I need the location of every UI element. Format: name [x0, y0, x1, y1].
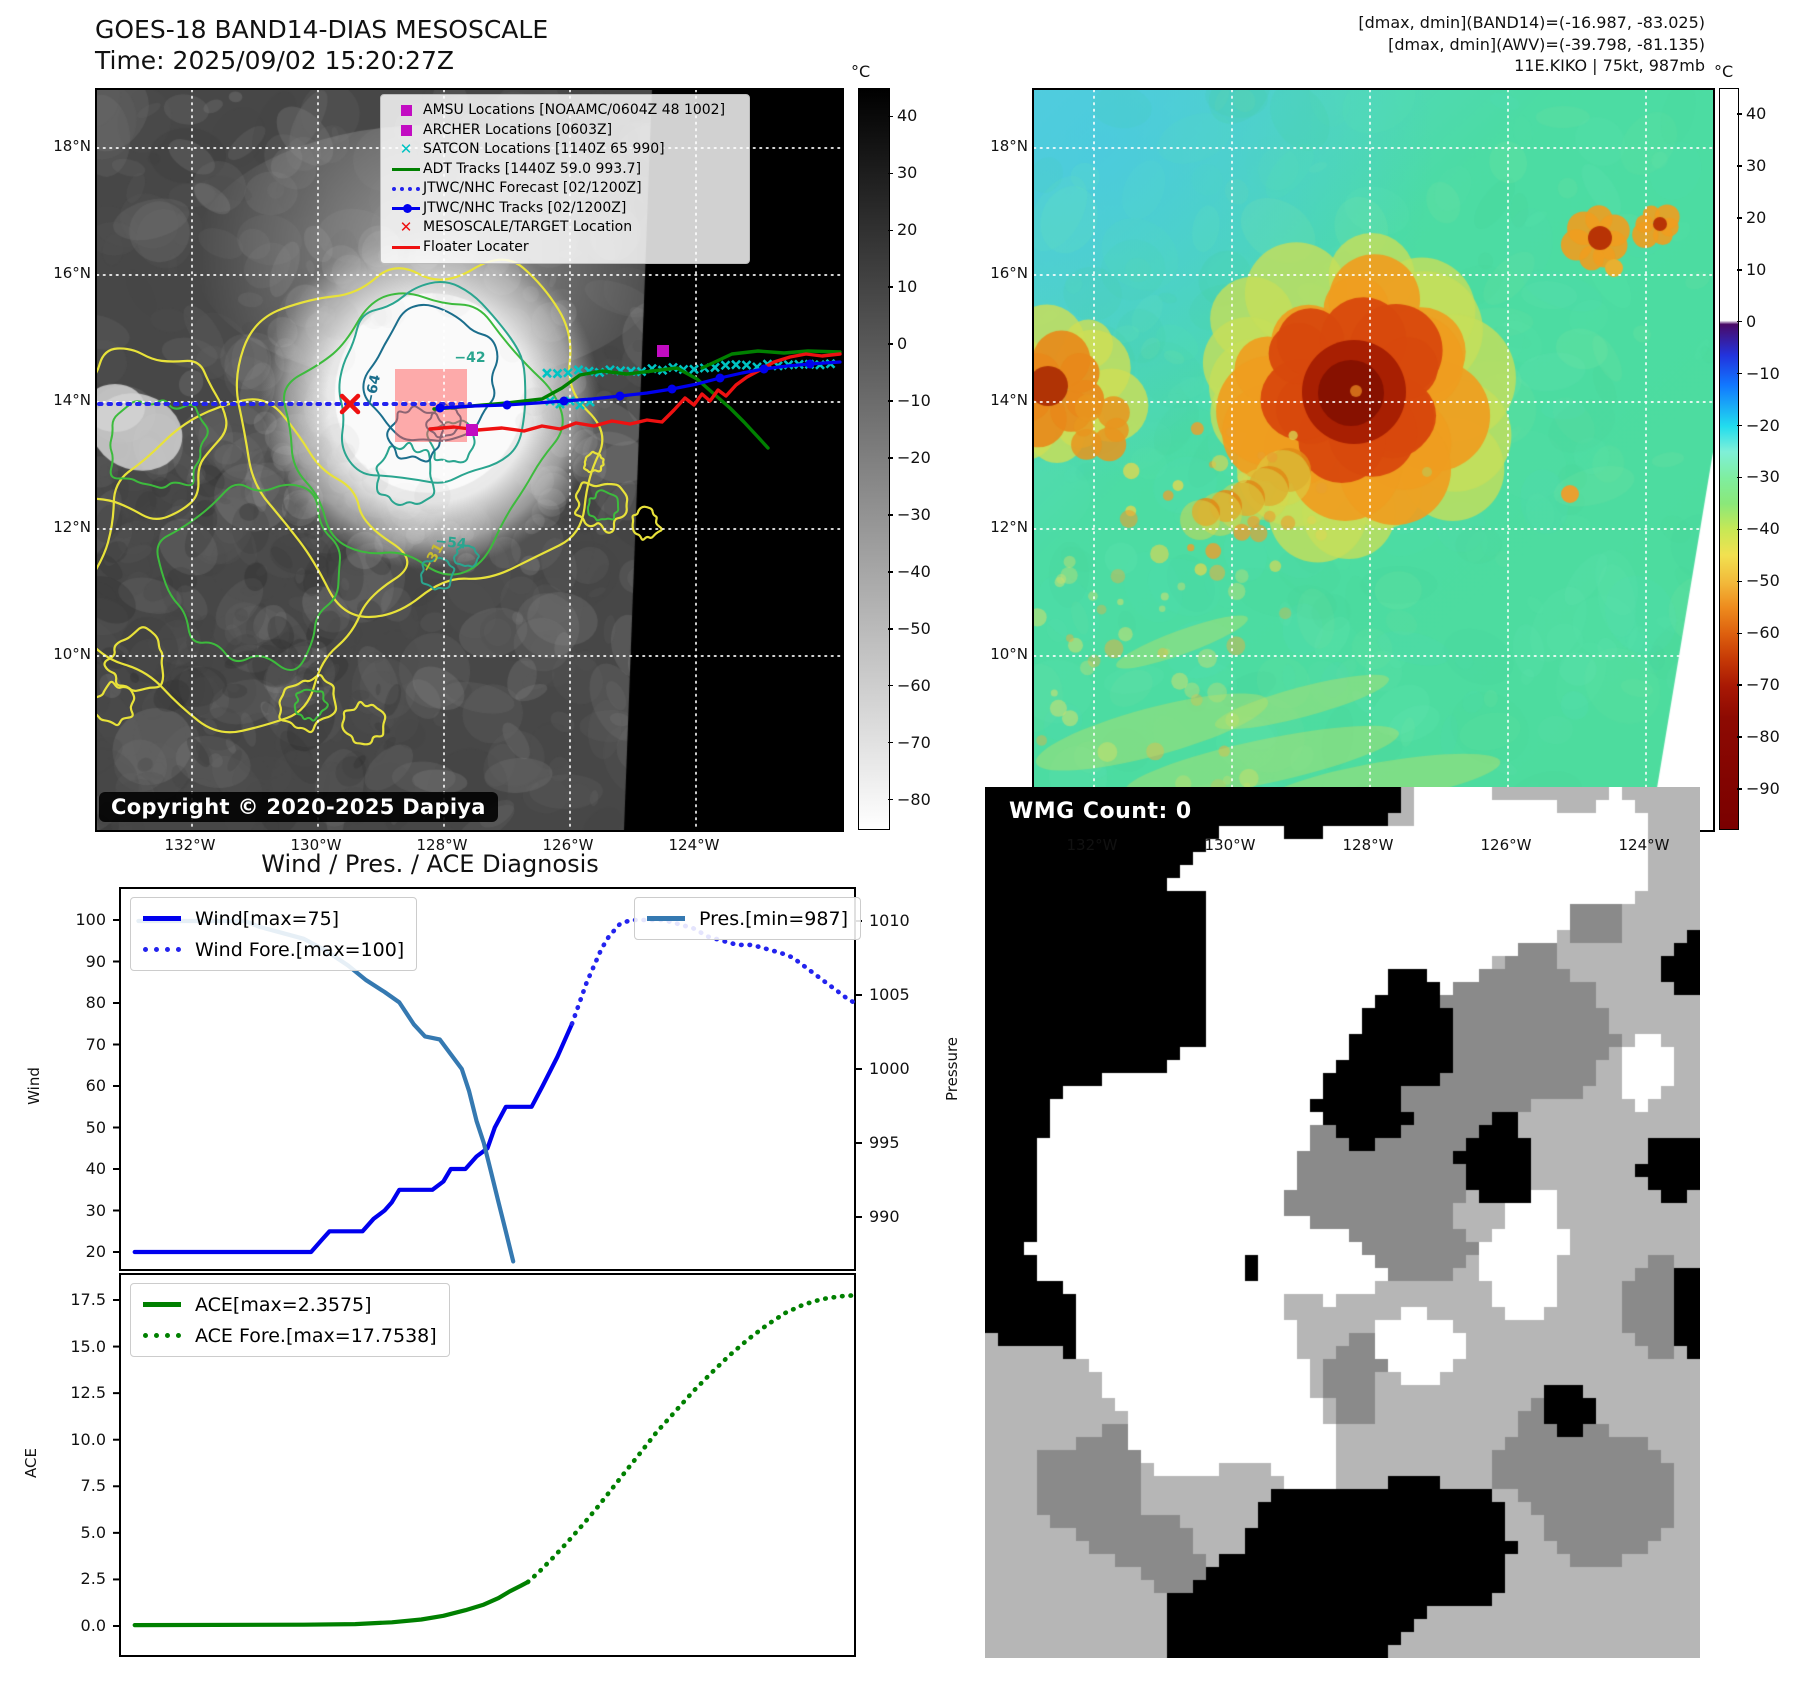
- dmax-dmin-awv: [dmax, dmin](AWV)=(-39.798, -81.135): [1388, 34, 1705, 54]
- legend-item-label: SATCON Locations [1140Z 65 990]: [423, 141, 665, 157]
- colorbar-tick-mark: [888, 799, 893, 801]
- ace-tick-label: 12.5: [70, 1383, 106, 1403]
- colorbar-tick-mark: [1737, 373, 1742, 375]
- colorbar-tick-mark: [1737, 788, 1742, 790]
- solid-line-legend-marker: [647, 916, 699, 921]
- dmax-dmin-band14: [dmax, dmin](BAND14)=(-16.987, -83.025): [1358, 13, 1705, 32]
- lon-tick-label: 130°W: [290, 836, 342, 854]
- band14-satellite-map: [95, 88, 844, 832]
- storm-info-block: [1358, 12, 1705, 77]
- awv-satellite-map: [1032, 88, 1715, 832]
- colorbar-tick-label: −80: [1746, 727, 1780, 747]
- lon-tick-label: 128°W: [416, 836, 468, 854]
- ace-tick-label: 2.5: [80, 1569, 106, 1589]
- contour-label: −42: [454, 350, 486, 366]
- copyright-watermark: Copyright © 2020-2025 Dapiya: [99, 792, 498, 822]
- chart-section-title: Wind / Pres. / ACE Diagnosis: [261, 850, 599, 878]
- page-subtitle-time: Time: 2025/09/02 15:20:27Z: [95, 46, 454, 76]
- colorbar-tick-label: −30: [1746, 467, 1780, 487]
- colorbar-tick-label: −20: [1746, 415, 1780, 435]
- line-dot-legend-marker: [389, 207, 423, 210]
- colorbar-tick-label: 30: [1746, 155, 1767, 175]
- awv-imagery-canvas: [1034, 90, 1713, 830]
- lat-tick-label: 18°N: [990, 137, 1028, 155]
- pressure-tick-label: 990: [869, 1207, 900, 1226]
- lat-tick-label: 16°N: [990, 264, 1028, 282]
- legend-item-label: JTWC/NHC Forecast [02/1200Z]: [423, 180, 642, 196]
- chart-legend-item-label: Wind[max=75]: [195, 907, 340, 930]
- colorbar-tick-mark: [888, 457, 893, 459]
- dotted-line-legend-marker: [143, 947, 195, 952]
- colorbar-tick-mark: [888, 286, 893, 288]
- wind-tick-label: 60: [85, 1076, 106, 1095]
- colorbar-tick-mark: [1737, 736, 1742, 738]
- colorbar-tick-label: −40: [897, 561, 931, 581]
- lon-tick-label: 124°W: [668, 836, 720, 854]
- colorbar-tick-label: −30: [897, 504, 931, 524]
- lon-tick-label: 132°W: [164, 836, 216, 854]
- colorbar-tick-mark: [888, 742, 893, 744]
- colorbar-tick-mark: [1737, 633, 1742, 635]
- colorbar-tick-label: 40: [897, 106, 918, 126]
- wind-tick-label: 30: [85, 1200, 106, 1220]
- chart-legend-item: [143, 1320, 437, 1351]
- wind-tick-label: 80: [85, 993, 106, 1012]
- wmg-count-label: WMG Count: 0: [1009, 799, 1192, 824]
- dotted-line-legend-marker: [143, 1333, 195, 1338]
- colorbar-tick-mark: [1737, 684, 1742, 686]
- contour-label: −64: [361, 373, 385, 407]
- colorbar-tick-mark: [888, 628, 893, 630]
- page-title: GOES-18 BAND14-DIAS MESOSCALE: [95, 15, 549, 44]
- x-legend-marker: ✕: [399, 140, 413, 158]
- colorbar-tick-mark: [1737, 165, 1742, 167]
- band14-colorbar-unit: °C: [851, 62, 871, 81]
- legend-item: [389, 199, 741, 219]
- colorbar-tick-label: −70: [1746, 675, 1780, 695]
- chart-legend-item-label: Wind Fore.[max=100]: [195, 938, 405, 961]
- legend-item-label: Floater Locater: [423, 238, 529, 255]
- chart-legend-item: [647, 903, 848, 934]
- wmg-classification-panel: [985, 787, 1700, 1658]
- square-legend-marker: [389, 125, 423, 136]
- legend-item: [389, 140, 741, 160]
- pressure-tick-label: 1000: [869, 1059, 910, 1078]
- ace-tick-label: 0.0: [80, 1616, 106, 1635]
- lat-tick-label: 18°N: [53, 137, 91, 155]
- legend-item-label: AMSU Locations [NOAAMC/0604Z 48 1002]: [423, 102, 726, 118]
- ace-axis-label: ACE: [22, 1448, 40, 1478]
- colorbar-tick-mark: [888, 400, 893, 402]
- wind-chart-legend: [130, 897, 417, 971]
- colorbar-tick-label: 10: [1746, 259, 1767, 279]
- wind-tick-label: 100: [75, 910, 106, 929]
- chart-legend-item-label: ACE[max=2.3575]: [195, 1293, 372, 1316]
- lat-tick-label: 16°N: [53, 264, 91, 282]
- wind-tick-label: 20: [85, 1242, 106, 1261]
- colorbar-tick-mark: [1737, 477, 1742, 479]
- colorbar-tick-label: −70: [897, 732, 931, 752]
- wind-tick-label: 40: [85, 1159, 106, 1178]
- chart-legend-item-label: Pres.[min=987]: [699, 907, 848, 930]
- pressure-axis-label: Pressure: [943, 1036, 961, 1102]
- awv-colorbar-unit: °C: [1714, 62, 1734, 81]
- colorbar-tick-mark: [888, 343, 893, 345]
- colorbar-tick-mark: [1737, 581, 1742, 583]
- colorbar-tick-label: −50: [1746, 571, 1780, 591]
- colorbar-tick-mark: [888, 685, 893, 687]
- colorbar-tick-mark: [888, 514, 893, 516]
- legend-item: [389, 238, 741, 258]
- legend-item-label: MESOSCALE/TARGET Location: [423, 219, 633, 235]
- colorbar-tick-label: −60: [1746, 623, 1780, 643]
- colorbar-tick-mark: [1737, 269, 1742, 271]
- map-legend: [380, 94, 750, 264]
- figure-title-block: [95, 14, 548, 77]
- colorbar-tick-mark: [1737, 425, 1742, 427]
- colorbar-tick-label: −80: [897, 789, 931, 809]
- pressure-tick-label: 1010: [869, 911, 910, 930]
- colorbar-tick-label: −40: [1746, 519, 1780, 539]
- colorbar-tick-mark: [1737, 113, 1742, 115]
- colorbar-tick-mark: [1737, 217, 1742, 219]
- storm-id-intensity: 11E.KIKO | 75kt, 987mb: [1514, 56, 1705, 76]
- lat-tick-label: 10°N: [990, 645, 1028, 663]
- colorbar-tick-label: 30: [897, 163, 918, 183]
- legend-item-label: ADT Tracks [1440Z 59.0 993.7]: [423, 160, 642, 177]
- lon-tick-label: 130°W: [1204, 836, 1256, 854]
- lon-tick-label: 132°W: [1066, 836, 1118, 854]
- colorbar-tick-mark: [1737, 529, 1742, 531]
- lat-tick-label: 14°N: [990, 391, 1028, 409]
- colorbar-tick-label: 10: [897, 277, 918, 297]
- lon-tick-label: 128°W: [1342, 836, 1394, 854]
- pressure-tick-label: 995: [869, 1133, 900, 1152]
- lat-tick-label: 14°N: [53, 391, 91, 409]
- wind-tick-label: 90: [85, 951, 106, 971]
- colorbar-tick-label: 20: [897, 220, 918, 240]
- lon-tick-label: 126°W: [1480, 836, 1532, 854]
- ace-chart-legend: [130, 1283, 450, 1357]
- ace-tick-label: 7.5: [80, 1476, 106, 1496]
- legend-item: [389, 101, 741, 121]
- colorbar-tick-label: −90: [1746, 779, 1780, 799]
- line-legend-marker: [389, 246, 423, 250]
- pressure-chart-legend: [634, 897, 861, 940]
- chart-legend-item: [143, 1289, 437, 1320]
- wind-tick-label: 70: [85, 1034, 106, 1054]
- contour-label: −54: [434, 533, 468, 553]
- lon-tick-label: 124°W: [1618, 836, 1670, 854]
- colorbar-tick-mark: [888, 230, 893, 232]
- ace-tick-label: 15.0: [70, 1336, 106, 1356]
- ace-tick-label: 5.0: [80, 1522, 106, 1542]
- dotted-legend-marker: [389, 187, 423, 191]
- ace-tick-label: 17.5: [70, 1289, 106, 1309]
- chart-legend-item-label: ACE Fore.[max=17.7538]: [195, 1324, 437, 1347]
- colorbar-tick-mark: [888, 173, 893, 175]
- lat-tick-label: 12°N: [990, 518, 1028, 536]
- colorbar-tick-mark: [888, 571, 893, 573]
- colorbar-tick-label: 20: [1746, 207, 1767, 227]
- legend-item-label: ARCHER Locations [0603Z]: [423, 121, 613, 138]
- legend-item: [389, 218, 741, 238]
- lat-tick-label: 12°N: [53, 518, 91, 536]
- colorbar-tick-label: −20: [897, 448, 931, 467]
- legend-item: [389, 179, 741, 199]
- wind-tick-label: 50: [85, 1117, 106, 1137]
- lon-tick-label: 126°W: [542, 836, 594, 854]
- solid-line-legend-marker: [143, 1302, 195, 1307]
- legend-item: [389, 121, 741, 141]
- legend-item-label: JTWC/NHC Tracks [02/1200Z]: [423, 199, 627, 216]
- legend-item: [389, 160, 741, 180]
- colorbar-tick-mark: [1737, 321, 1742, 323]
- colorbar-tick-label: −60: [897, 675, 931, 695]
- chart-legend-item: [143, 903, 404, 934]
- solid-line-legend-marker: [143, 916, 195, 921]
- colorbar-tick-label: −10: [897, 391, 931, 411]
- colorbar-tick-label: −50: [897, 618, 931, 638]
- colorbar-tick-mark: [888, 116, 893, 118]
- chart-legend-item: [143, 934, 404, 965]
- line-legend-marker: [389, 168, 423, 172]
- awv-colorbar: [1719, 88, 1739, 830]
- band14-colorbar: [858, 88, 890, 830]
- wmg-raster-canvas: [985, 787, 1700, 1658]
- colorbar-tick-label: 40: [1746, 103, 1767, 123]
- x-legend-marker: ✕: [399, 218, 413, 236]
- pressure-tick-label: 1005: [869, 985, 910, 1004]
- wind-axis-label: Wind: [25, 1067, 43, 1105]
- colorbar-tick-label: 0: [1746, 311, 1757, 331]
- ace-tick-label: 10.0: [70, 1429, 106, 1449]
- contour-label: −31: [418, 540, 448, 576]
- colorbar-tick-label: 0: [897, 334, 908, 354]
- colorbar-tick-label: −10: [1746, 363, 1780, 383]
- lat-tick-label: 10°N: [53, 645, 91, 663]
- square-legend-marker: [389, 105, 423, 116]
